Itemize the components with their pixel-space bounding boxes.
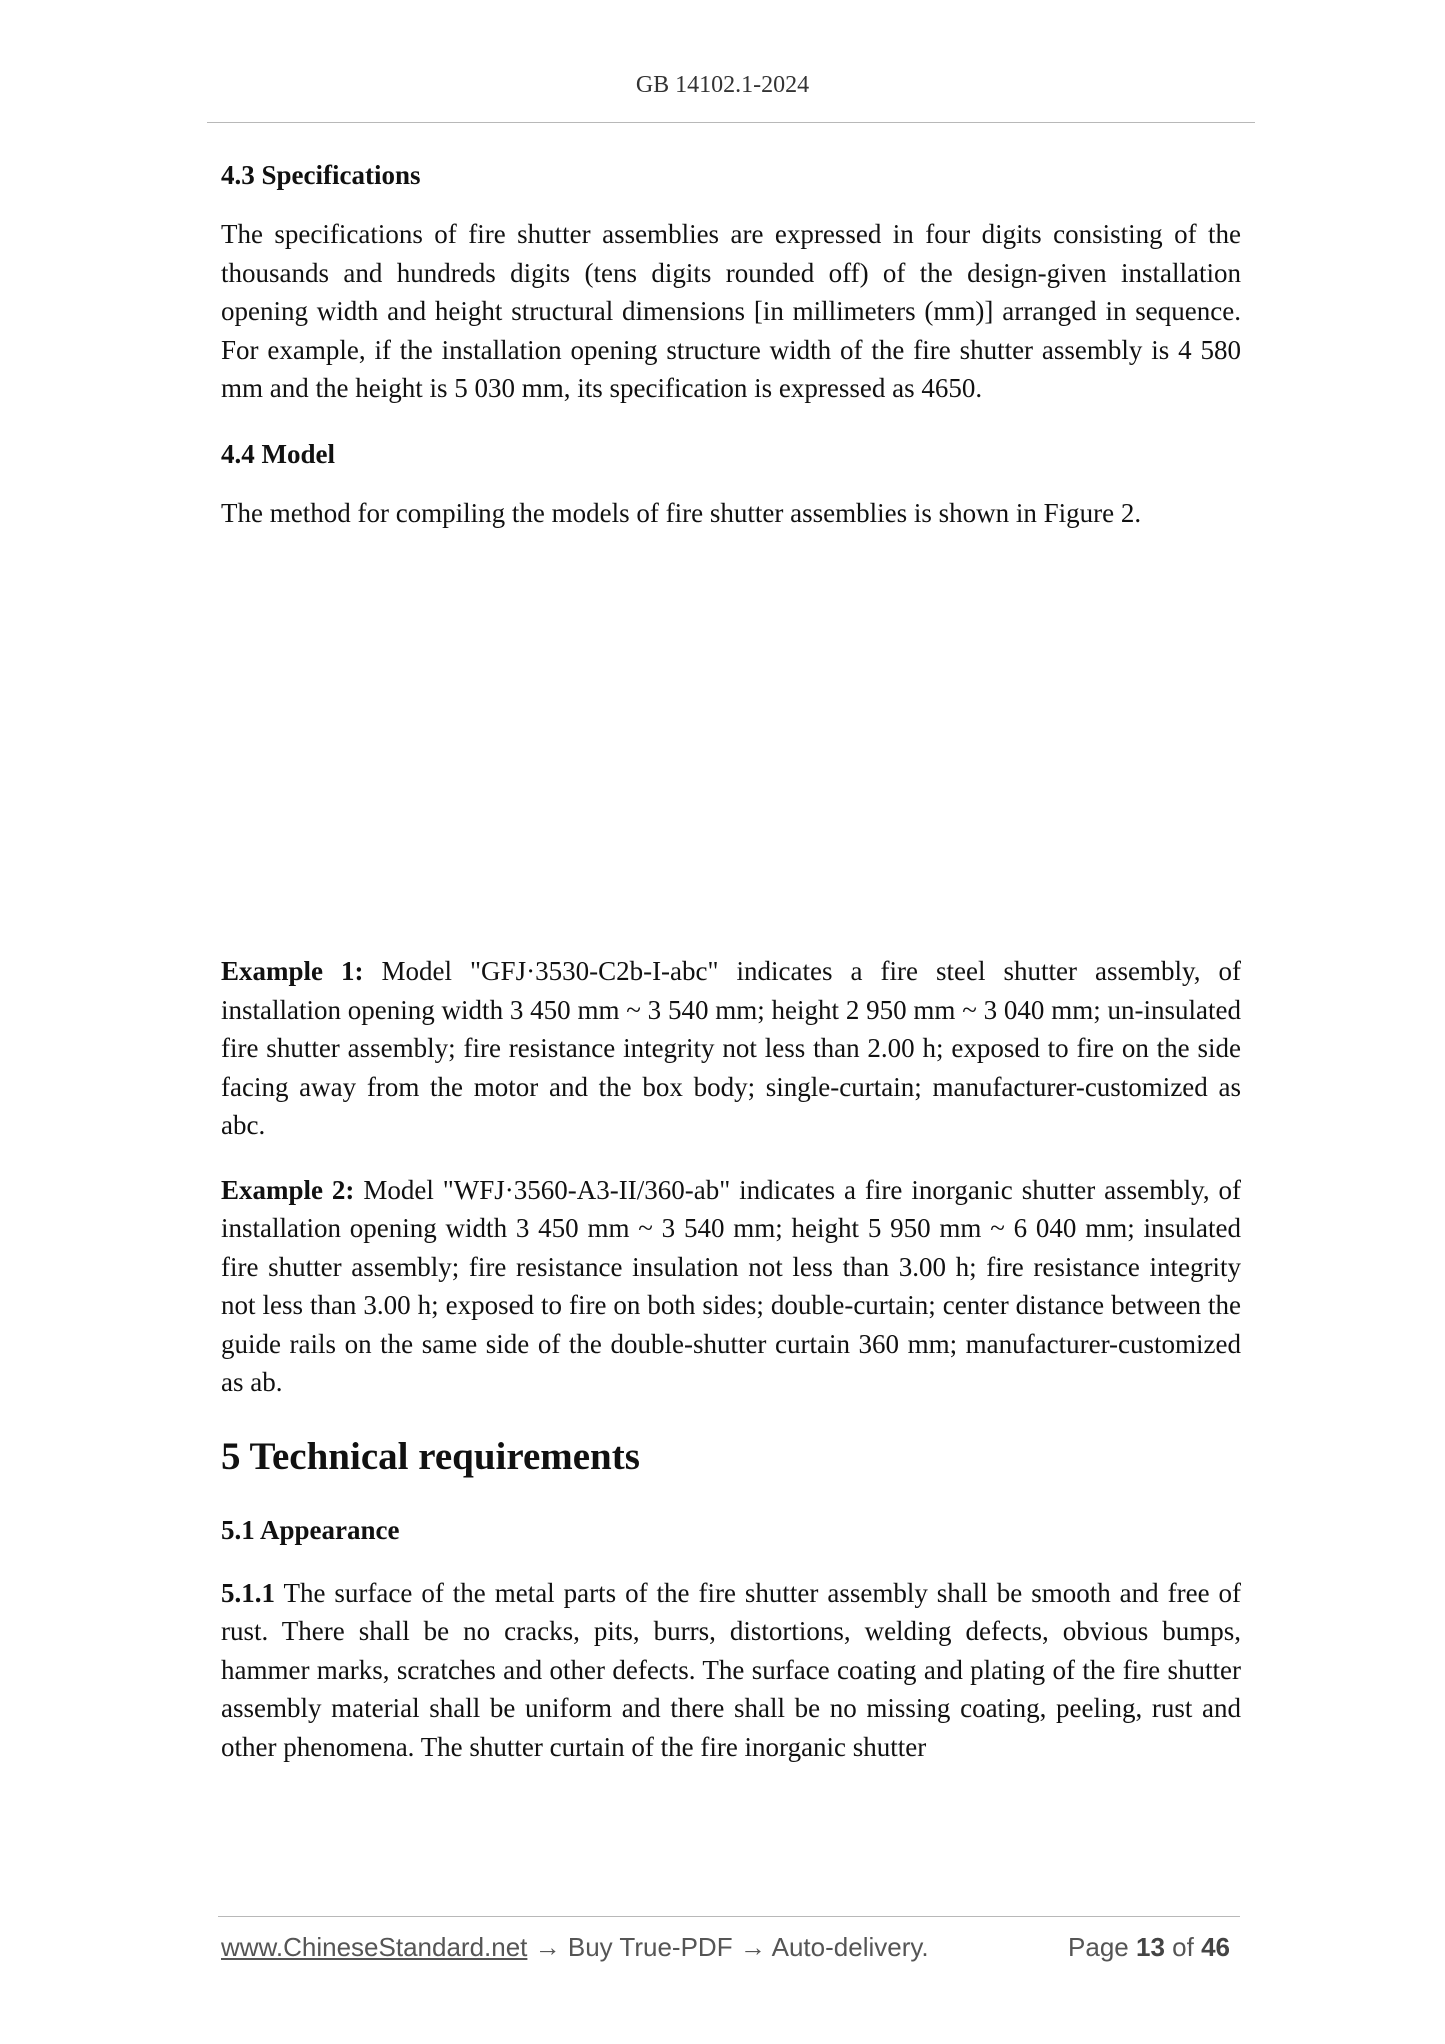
example-2-text: Model "WFJ·3560-A3-II/360-ab" indicates a fire inorganic shutter assembly, of installation opening width 3 450 mm ~ 3 540 mm; height 5 950 mm ~ 6 040 mm; insulated fire shutter assembly; fire resistance insulation not less than 3.00 h; fire resistance integrity not less than 3.00 h; exposed to fire on both sides; double-curtain; center distance between the guide rails on the same side of the double-shutter curtain 360 mm; manufacturer-customized as ab. [221,1174,1242,1397]
current-page-number: 13 [1136,1932,1165,1962]
footer-divider [218,1916,1240,1917]
section-4-3-paragraph: The specifications of fire shutter assemblies are expressed in four digits consisting of the thousands and hundreds digits (tens digits rounded off) of the design-given installation opening width and height structural dimensions [in millimeters (mm)] arranged in sequence. For example, if the installation opening structure width of the fire shutter assembly is 4 580 mm and the height is 5 030 mm, its specification is expressed as 4650. [221,219,1241,403]
of-label: of [1172,1932,1194,1962]
footer-buy-text: Buy True-PDF [567,1932,733,1962]
page-footer [221,1932,1240,1972]
example-1-paragraph [221,952,1241,1145]
clause-5-1-1-paragraph [221,1574,1241,1767]
arrow-right-icon: → [739,1932,766,1962]
example-1-label: Example 1: [221,956,364,986]
header-divider [207,122,1255,123]
section-5-1-heading: 5.1 Appearance [221,1514,400,1545]
total-pages-number: 46 [1201,1932,1230,1962]
page-label: Page [1068,1932,1129,1962]
page-content [221,155,1241,1766]
page-number-indicator [1068,1932,1230,1963]
example-2-label: Example 2: [221,1174,355,1205]
clause-5-1-1-text: The surface of the metal parts of the fire shutter assembly shall be smooth and free of rust. There shall be no cracks, pits, burrs, distortions, welding defects, obvious bumps, hammer marks, scratches and other defects. The surface coating and plating of the fire shutter assembly material shall be uniform and there shall be no missing coating, peeling, rust and other phenomena. The shutter curtain of the fire inorganic shutter [221,1577,1242,1762]
example-2-paragraph [221,1171,1241,1402]
section-4-4-paragraph: The method for compiling the models of fire shutter assemblies is shown in Figure 2. [221,497,1142,528]
footer-delivery-text: Auto-delivery. [771,1932,929,1962]
section-4-4-heading: 4.4 Model [221,438,335,469]
example-1-text: Model "GFJ·3530-C2b-I-abc" indicates a fire steel shutter assembly, of installation opening width 3 450 mm ~ 3 540 mm; height 2 950 mm ~ 3 040 mm; un-insulated fire shutter assembly; fire resistance integrity not less than 2.00 h; exposed to fire on the side facing away from the motor and the box body; single-curtain; manufacturer-customized as abc. [221,956,1241,1140]
chapter-5-heading: 5 Technical requirements [221,1434,640,1478]
arrow-right-icon: → [534,1932,561,1962]
footer-promo [221,1932,929,1963]
section-4-3-heading: 4.3 Specifications [221,160,421,190]
clause-5-1-1-number: 5.1.1 [221,1577,275,1608]
document-header-title: GB 14102.1-2024 [635,72,810,98]
figure-2-placeholder [221,532,1241,952]
website-link[interactable]: www.ChineseStandard.net [221,1932,528,1962]
